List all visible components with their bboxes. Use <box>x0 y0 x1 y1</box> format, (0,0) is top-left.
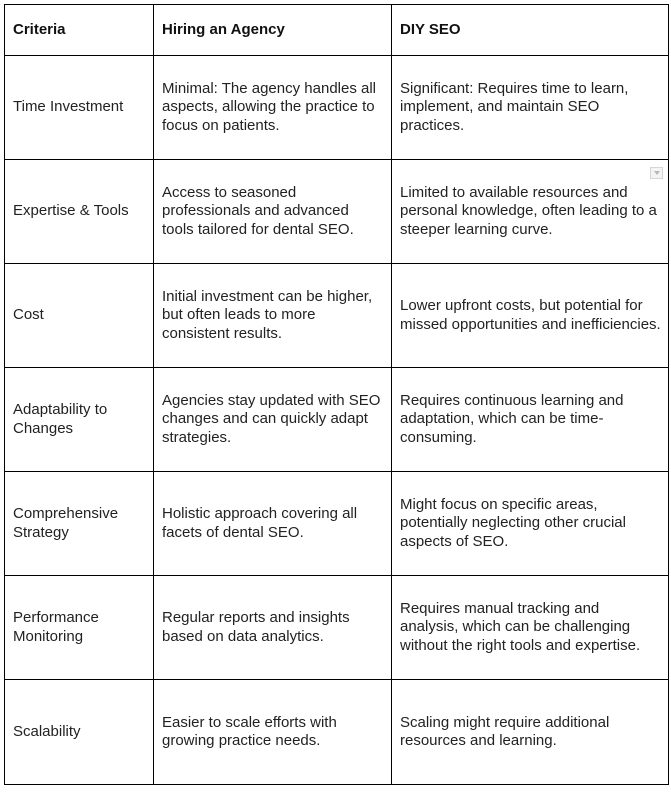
criteria-cell: Expertise & Tools <box>5 160 154 264</box>
header-hiring-agency: Hiring an Agency <box>154 5 392 56</box>
table-row <box>5 680 669 785</box>
criteria-cell: Scalability <box>5 680 154 785</box>
criteria-cell: Cost <box>5 264 154 368</box>
criteria-cell: Performance Monitoring <box>5 576 154 680</box>
table-row <box>5 264 669 368</box>
diy-cell: Limited to available resources and personal knowledge, often leading to a steeper learning curve. <box>392 160 669 264</box>
header-diy-seo: DIY SEO <box>392 5 669 56</box>
table-row <box>5 160 669 264</box>
table-row <box>5 368 669 472</box>
table-row <box>5 472 669 576</box>
table-row <box>5 576 669 680</box>
agency-cell: Holistic approach covering all facets of dental SEO. <box>154 472 392 576</box>
table-header-row <box>5 5 669 56</box>
agency-cell: Access to seasoned professionals and advanced tools tailored for dental SEO. <box>154 160 392 264</box>
criteria-cell: Comprehensive Strategy <box>5 472 154 576</box>
agency-cell: Minimal: The agency handles all aspects, allowing the practice to focus on patients. <box>154 56 392 160</box>
chevron-down-icon[interactable] <box>650 167 663 179</box>
diy-cell: Requires manual tracking and analysis, which can be challenging without the right tools and expertise. <box>392 576 669 680</box>
agency-cell: Regular reports and insights based on data analytics. <box>154 576 392 680</box>
agency-cell: Initial investment can be higher, but often leads to more consistent results. <box>154 264 392 368</box>
diy-cell: Scaling might require additional resources and learning. <box>392 680 669 785</box>
agency-cell: Agencies stay updated with SEO changes and can quickly adapt strategies. <box>154 368 392 472</box>
criteria-cell: Time Investment <box>5 56 154 160</box>
criteria-cell: Adaptability to Changes <box>5 368 154 472</box>
diy-cell: Might focus on specific areas, potentially neglecting other crucial aspects of SEO. <box>392 472 669 576</box>
diy-cell: Significant: Requires time to learn, implement, and maintain SEO practices. <box>392 56 669 160</box>
table-row <box>5 56 669 160</box>
agency-cell: Easier to scale efforts with growing practice needs. <box>154 680 392 785</box>
diy-cell: Requires continuous learning and adaptation, which can be time-consuming. <box>392 368 669 472</box>
diy-cell: Lower upfront costs, but potential for missed opportunities and inefficiencies. <box>392 264 669 368</box>
comparison-table <box>4 4 669 785</box>
header-criteria: Criteria <box>5 5 154 56</box>
